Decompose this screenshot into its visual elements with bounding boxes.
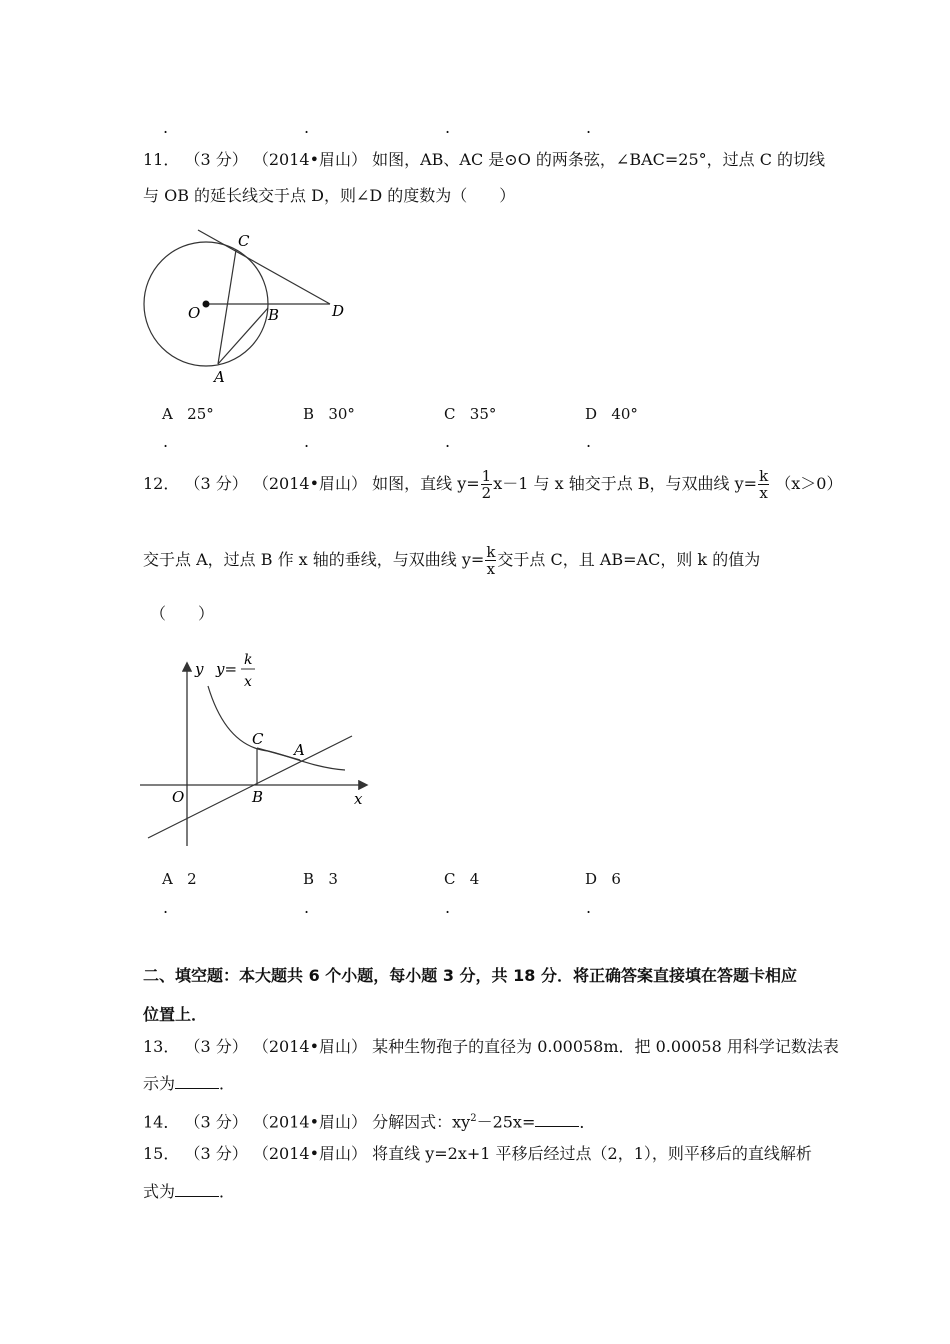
fraction-k-over-x: $\frac{k}{x}$: [759, 467, 769, 502]
center-point-o: [203, 301, 210, 308]
option-dot: .: [304, 898, 310, 917]
question-12-line-1: 12． （3 分） （2014•眉山） 如图，直线 y= $\frac{1}{2}$ x－1 与 x 轴交于点 B，与双曲线 y= $\frac{k}{x}$ （x＞0）: [143, 467, 843, 502]
question-source: （2014•眉山）: [252, 474, 368, 493]
option-dot: .: [445, 118, 451, 137]
section-heading-line-1: 二、填空题：本大题共 6 个小题，每小题 3 分，共 18 分．将正确答案直接填在答题卡相应: [143, 966, 797, 985]
option-dot: .: [445, 432, 451, 451]
q11-circle-figure: [140, 226, 360, 388]
question-source: （2014•眉山）: [252, 1112, 368, 1132]
label-o: O: [188, 304, 201, 322]
label-k: k: [244, 652, 253, 668]
option-dot: .: [304, 432, 310, 451]
option-c[interactable]: C 4: [444, 870, 480, 888]
option-a[interactable]: A 2: [162, 870, 197, 888]
question-13-line-1: [143, 1035, 839, 1059]
question-source: （2014•眉山）: [252, 1037, 368, 1056]
question-12-line-2: 交于点 A，过点 B 作 x 轴的垂线，与双曲线 y= $\frac{k}{x}$ 交于点 C，且 AB=AC，则 k 的值为: [143, 543, 761, 578]
option-dot: .: [163, 432, 169, 451]
option-a[interactable]: A 25°: [162, 405, 214, 423]
question-score: （3 分）: [184, 150, 248, 169]
question-number: 15．: [143, 1144, 180, 1163]
question-score: （3 分）: [184, 474, 248, 493]
question-11-line-1: [143, 148, 825, 172]
hyperbola-curve: [208, 686, 345, 770]
fraction-one-half: $\frac{1}{2}$: [481, 467, 492, 502]
question-text: 某种生物孢子的直径为 0.00058m．把 0.00058 用科学记数法表: [372, 1037, 839, 1056]
question-14-line-1: 14． （3 分） （2014•眉山） 分解因式：$xy^2-25x=$ ．: [143, 1112, 596, 1132]
label-d: D: [332, 302, 345, 320]
label-c: C: [252, 730, 264, 748]
line-ab: [148, 736, 352, 838]
question-number: 12．: [143, 474, 180, 493]
answer-blank[interactable]: [175, 1182, 219, 1197]
question-score: （3 分）: [184, 1144, 248, 1163]
option-dot: .: [445, 898, 451, 917]
option-dot: .: [163, 898, 169, 917]
label-b: B: [268, 306, 280, 324]
option-c[interactable]: C 35°: [444, 405, 497, 423]
question-15-line-2: 式为 ．: [143, 1182, 236, 1201]
question-text: 如图，AB、AC 是⊙O 的两条弦，∠BAC=25°，过点 C 的切线: [372, 150, 826, 169]
question-source: （2014•眉山）: [252, 150, 368, 169]
fraction-k-over-x: $\frac{k}{x}$: [486, 543, 496, 578]
answer-blank[interactable]: [175, 1074, 219, 1089]
section-heading-line-2: 位置上．: [143, 1005, 208, 1024]
question-text: 如图，直线 y=: [372, 474, 480, 493]
label-a: A: [294, 741, 305, 759]
q12-hyperbola-figure: [140, 636, 380, 852]
answer-bracket: （ ）: [150, 604, 215, 623]
tangent-line-cd: [198, 230, 330, 304]
label-x: x: [354, 790, 363, 808]
question-source: （2014•眉山）: [252, 1144, 368, 1163]
question-15-line-1: [143, 1142, 812, 1166]
option-dot: .: [586, 118, 592, 137]
option-dot: .: [304, 118, 310, 137]
question-number: 14．: [143, 1112, 180, 1132]
question-score: （3 分）: [184, 1037, 248, 1056]
label-x-denominator: x: [244, 674, 252, 690]
option-d[interactable]: D 40°: [585, 405, 638, 423]
option-dot: .: [586, 898, 592, 917]
question-13-line-2: 示为 ．: [143, 1074, 236, 1093]
option-b[interactable]: B 3: [303, 870, 338, 888]
option-dot: .: [163, 118, 169, 137]
question-11-line-2: 与 OB 的延长线交于点 D，则∠D 的度数为（ ）: [143, 186, 516, 205]
option-b[interactable]: B 30°: [303, 405, 355, 423]
option-d[interactable]: D 6: [585, 870, 621, 888]
label-o: O: [172, 788, 185, 806]
label-b: B: [252, 788, 264, 806]
label-y-equals: y=: [216, 660, 238, 678]
question-text: 将直线 y=2x+1 平移后经过点（2，1），则平移后的直线解析: [372, 1144, 812, 1163]
label-a: A: [214, 368, 225, 386]
answer-blank[interactable]: [535, 1112, 579, 1127]
option-dot: .: [586, 432, 592, 451]
label-c: C: [238, 232, 250, 250]
label-y: y: [195, 660, 204, 678]
question-number: 13．: [143, 1037, 180, 1056]
question-score: （3 分）: [184, 1112, 248, 1132]
question-number: 11．: [143, 150, 180, 169]
